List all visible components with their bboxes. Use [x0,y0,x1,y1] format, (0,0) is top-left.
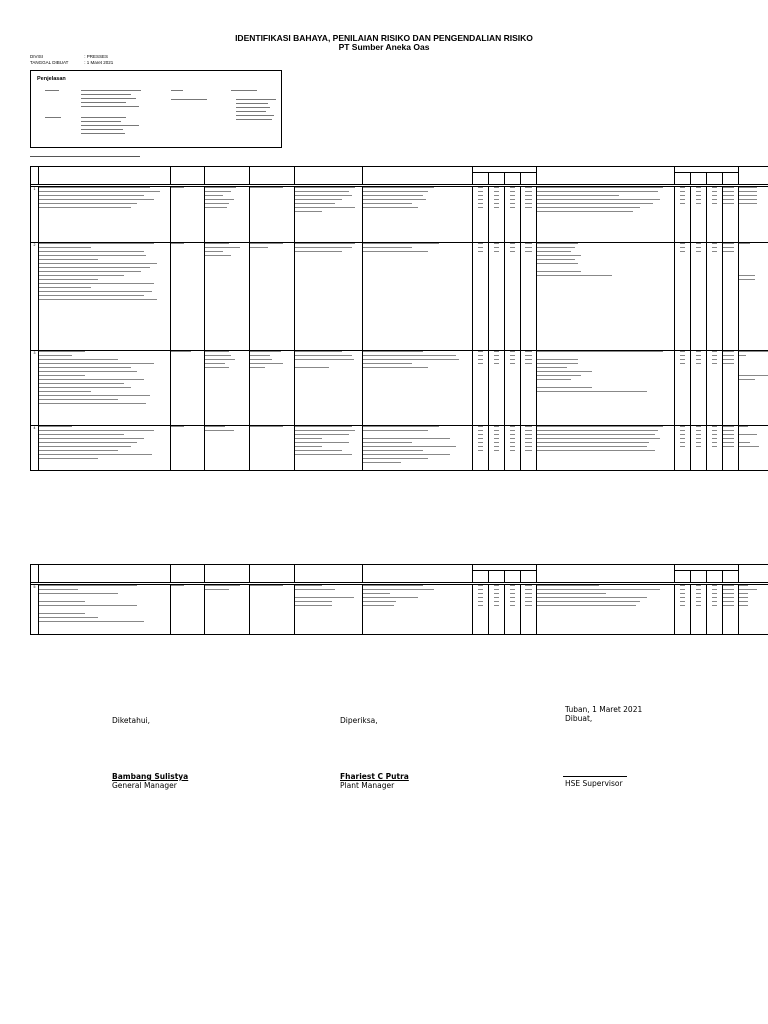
table-cell [473,351,489,426]
table-cell [707,187,723,243]
table-cell [39,426,171,471]
table-cell [489,426,505,471]
table-cell [739,187,768,243]
table-cell [250,351,295,426]
tanggal-label: TANGGAL DIBUAT [30,60,69,65]
table-cell [675,243,691,351]
unreadable-text [236,107,270,108]
table-cell [489,187,505,243]
col-subheader [691,173,707,185]
table-cell [489,351,505,426]
table-cell [295,585,363,635]
table-cell [505,243,521,351]
col-header [537,565,675,583]
table-cell [675,351,691,426]
table-cell [205,585,250,635]
table-cell [521,243,537,351]
col-subheader [521,173,537,185]
table-cell [537,585,675,635]
unreadable-text [171,90,183,91]
col-subheader [473,173,489,185]
table-cell [505,426,521,471]
table-cell [537,187,675,243]
col-header [739,167,768,185]
diketahui-label: Diketahui, [112,716,151,725]
row-number: 4 [31,426,39,471]
col-subheader [707,173,723,185]
place-date: Tuban, 1 Maret 2021 [565,705,643,714]
unreadable-text [81,90,141,91]
table-cell [505,187,521,243]
table-cell [691,585,707,635]
table-cell [295,426,363,471]
unreadable-text [81,102,126,103]
gm-title: General Manager [112,781,177,790]
col-subheader [505,173,521,185]
pm-name: Fhariest C Putra [340,772,409,781]
unreadable-text [236,99,276,100]
table-cell [250,585,295,635]
divisi-label: DIVISI [30,54,44,59]
table-cell [171,351,205,426]
table-cell [363,243,473,351]
table-cell [691,243,707,351]
table-cell [171,243,205,351]
table-cell [537,243,675,351]
penjelasan-heading: Penjelasan [37,76,66,82]
unreadable-text [81,125,139,126]
unreadable-text [236,119,272,120]
table-cell [723,243,739,351]
table-row [31,351,768,426]
table-cell [707,243,723,351]
row-number: 5 [31,585,39,635]
hse-title: HSE Supervisor [565,779,623,788]
col-header [295,167,363,185]
table-cell [171,426,205,471]
unreadable-text [81,121,121,122]
company-name: PT Sumber Aneka Oas [338,42,430,52]
col-header [171,167,205,185]
table-cell [39,585,171,635]
hse-signature-line [563,776,627,777]
col-header [250,565,295,583]
col-subheader [691,571,707,583]
unreadable-text [81,133,125,134]
col-header [363,167,473,185]
divisi-row [30,54,108,59]
table-cell [205,243,250,351]
table-cell [723,426,739,471]
unreadable-text [81,129,123,130]
penjelasan-box [30,70,282,148]
tanggal-row [30,60,113,65]
unreadable-text [236,103,268,104]
table-cell [521,351,537,426]
unreadable-text [81,106,139,107]
col-subheader [723,571,739,583]
table-cell [723,585,739,635]
table-cell [489,243,505,351]
table-cell [707,351,723,426]
table-cell [250,426,295,471]
unreadable-text [81,94,131,95]
table-cell [363,351,473,426]
table-cell [521,585,537,635]
unreadable-text [171,99,207,100]
table-cell [250,187,295,243]
table-row [31,187,768,243]
table-cell [691,351,707,426]
table-cell [723,351,739,426]
row-number: 2 [31,243,39,351]
table-cell [473,187,489,243]
col-subheader [505,571,521,583]
row-number: 3 [31,351,39,426]
table-cell [739,426,768,471]
unreadable-text [45,117,61,118]
table-cell [473,426,489,471]
table-cell [675,426,691,471]
table-cell [521,187,537,243]
col-header [250,167,295,185]
col-header [739,565,768,583]
dibuat-label: Dibuat, [565,714,593,723]
table-cell [691,426,707,471]
unreadable-text [45,90,59,91]
table-cell [739,351,768,426]
col-header [537,167,675,185]
col-header [31,565,39,583]
diperiksa-label: Diperiksa, [340,716,378,725]
table-row [31,426,768,471]
col-subheader [473,571,489,583]
col-subheader [489,571,505,583]
gm-name: Bambang Sulistya [112,772,189,781]
col-header [31,167,39,185]
document-title: IDENTIFIKASI BAHAYA, PENILAIAN RISIKO DAN PENGENDALIAN RISIKO [235,33,533,43]
col-header [205,167,250,185]
col-subheader [675,571,691,583]
col-header [39,167,171,185]
col-subheader [707,571,723,583]
risk-table-2 [30,564,768,635]
table-cell [537,351,675,426]
table-cell [363,585,473,635]
table-cell [707,585,723,635]
table-cell [250,243,295,351]
table-cell [473,585,489,635]
table-cell [205,351,250,426]
table-cell [363,187,473,243]
table-cell [675,187,691,243]
pm-title: Plant Manager [340,781,395,790]
table-cell [739,585,768,635]
table-cell [473,243,489,351]
unreadable-text [236,111,266,112]
table-cell [171,585,205,635]
unreadable-text [81,117,126,118]
divisi-value: : PRESSES [84,54,109,59]
table-cell [171,187,205,243]
unreadable-text [231,90,257,91]
unreadable-text [81,98,136,99]
table-cell [295,351,363,426]
col-subheader [521,571,537,583]
table-cell [505,585,521,635]
col-header [205,565,250,583]
table-row [31,243,768,351]
unreadable-text [30,156,140,157]
table-cell [505,351,521,426]
tanggal-value: : 1 Maret 2021 [84,60,114,65]
table-cell [675,585,691,635]
col-header [171,565,205,583]
table-cell [739,243,768,351]
table-cell [537,426,675,471]
table-cell [723,187,739,243]
table-cell [691,187,707,243]
col-header [295,565,363,583]
table-cell [295,187,363,243]
table-cell [39,243,171,351]
col-header [363,565,473,583]
table-cell [39,351,171,426]
table-cell [489,585,505,635]
row-number: 1 [31,187,39,243]
col-header [39,565,171,583]
col-subheader [723,173,739,185]
table-cell [205,426,250,471]
table-cell [521,426,537,471]
col-subheader [489,173,505,185]
col-subheader [675,173,691,185]
risk-table-1 [30,166,768,471]
unreadable-text [236,115,274,116]
table-row [31,585,768,635]
table-cell [295,243,363,351]
table-cell [363,426,473,471]
table-cell [39,187,171,243]
table-cell [707,426,723,471]
table-cell [205,187,250,243]
